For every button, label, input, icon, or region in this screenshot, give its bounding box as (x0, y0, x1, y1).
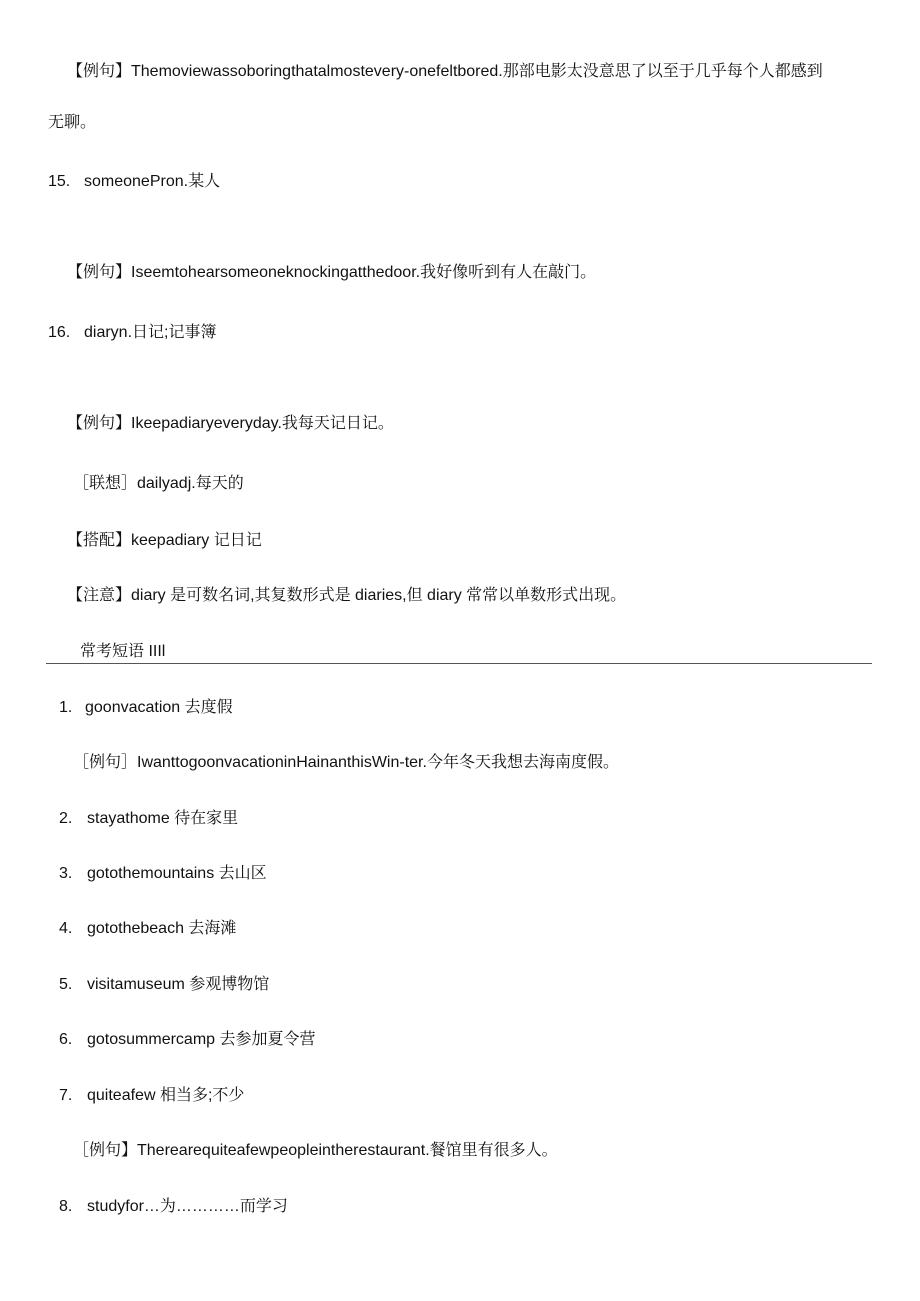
section-divider (46, 663, 872, 664)
phrase-example-7: ［例句】Therearequiteafewpeopleintherestaurant.餐馆里有很多人。 (73, 1142, 558, 1159)
example-sentence-14: 【例句】Themoviewassoboringthatalmostevery-onefeltbored.那部电影太没意思了以至于几乎每个人都感到 (67, 63, 823, 80)
phrase-number-1: 1. (59, 699, 73, 716)
example-sentence-15: 【例句】Iseemtohearsomeoneknockingatthedoor.我好像听到有人在敲门。 (67, 264, 597, 281)
phrase-number-5: 5. (59, 976, 73, 993)
phrase-number-8: 8. (59, 1198, 73, 1215)
phrase-example-1: ［例句］IwanttogoonvacationinHainanthisWin-ter.今年冬天我想去海南度假。 (73, 754, 619, 771)
note-16: 【注意】diary 是可数名词,其复数形式是 diaries,但 diary 常常以单数形式出现。 (67, 587, 627, 604)
example-sentence-16: 【例句】Ikeepadiaryeveryday.我每天记日记。 (67, 415, 394, 432)
collocation-16: 【搭配】keepadiary 记日记 (67, 532, 262, 549)
phrase-text-8: studyfor…为…………而学习 (87, 1198, 288, 1215)
phrase-text-3: gotothemountains 去山区 (87, 865, 267, 882)
phrase-text-7: quiteafew 相当多;不少 (87, 1087, 245, 1104)
phrase-number-2: 2. (59, 810, 73, 827)
phrase-text-6: gotosummercamp 去参加夏令营 (87, 1031, 316, 1048)
phrase-number-4: 4. (59, 920, 73, 937)
entry-number-16: 16. (48, 324, 71, 341)
entry-number-15: 15. (48, 173, 71, 190)
association-16: ［联想］dailyadj.每天的 (73, 475, 244, 492)
entry-headword-15: someonePron.某人 (84, 173, 221, 190)
phrase-number-7: 7. (59, 1087, 73, 1104)
phrase-text-4: gotothebeach 去海滩 (87, 920, 237, 937)
phrase-number-3: 3. (59, 865, 73, 882)
section-heading-phrases: 常考短语 IIIl (80, 643, 166, 660)
phrase-text-2: stayathome 待在家里 (87, 810, 239, 827)
entry-headword-16: diaryn.日记;记事簿 (84, 324, 217, 341)
example-sentence-14-continuation: 无聊。 (48, 114, 97, 131)
phrase-number-6: 6. (59, 1031, 73, 1048)
phrase-text-1: goonvacation 去度假 (85, 699, 233, 716)
phrase-text-5: visitamuseum 参观博物馆 (87, 976, 270, 993)
